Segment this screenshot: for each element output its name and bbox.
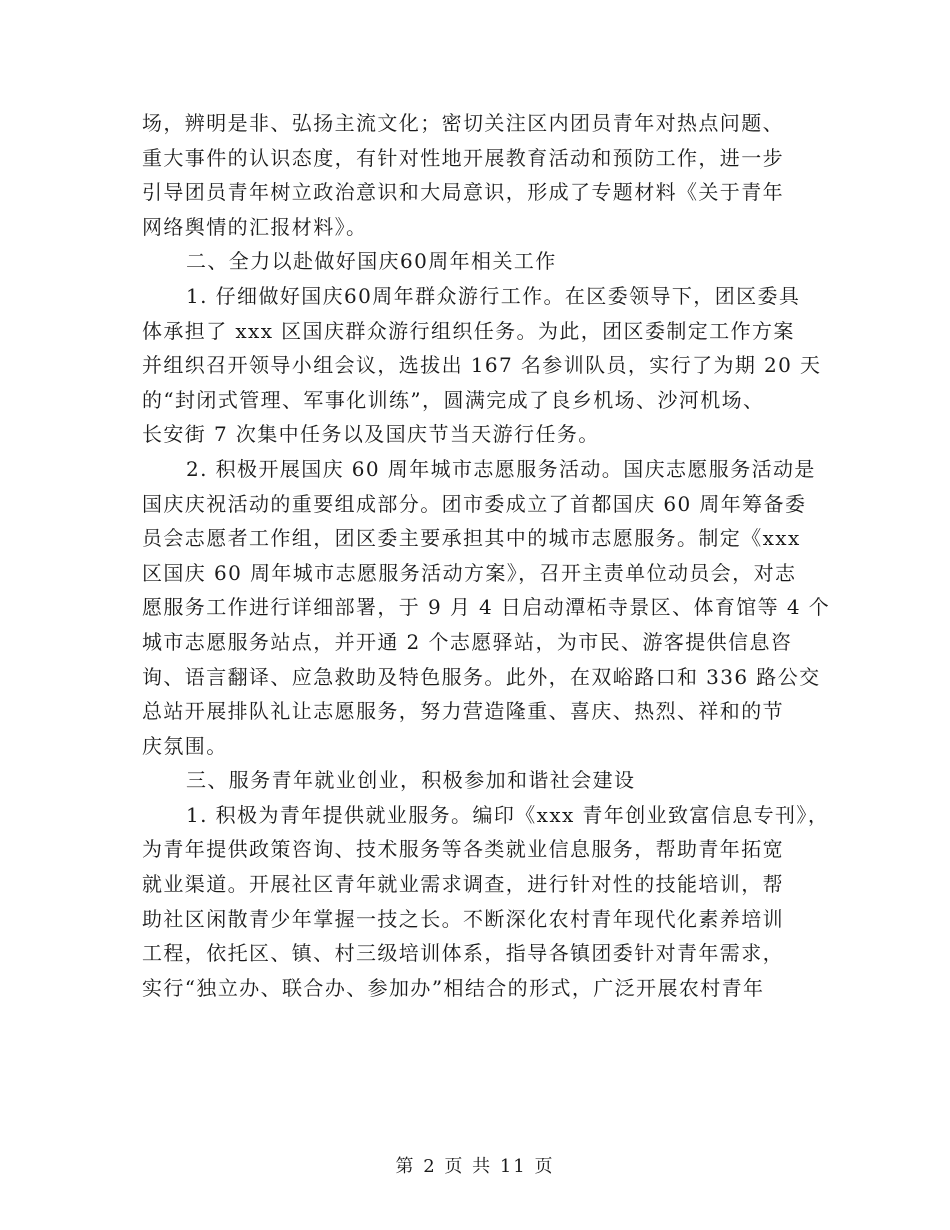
- text-line: 区国庆 60 周年城市志愿服务活动方案》，召开主责单位动员会，对志: [142, 560, 797, 585]
- text-line: 重大事件的认识态度，有针对性地开展教育活动和预防工作，进一步: [142, 145, 784, 170]
- text-line: 二、全力以赴做好国庆60周年相关工作: [186, 249, 557, 274]
- text-line: 网络舆情的汇报材料》。: [142, 214, 368, 239]
- text-line: 体承担了 xxx 区国庆群众游行组织任务。为此，团区委制定工作方案: [142, 318, 795, 343]
- text-line: 长安街 7 次集中任务以及国庆节当天游行任务。: [142, 422, 600, 447]
- text-line: 三、服务青年就业创业，积极参加和谐社会建设: [186, 768, 636, 793]
- text-line: 2. 积极开展国庆 60 周年城市志愿服务活动。国庆志愿服务活动是: [186, 456, 816, 481]
- page-number-footer: 第 2 页 共 11 页: [395, 1156, 555, 1177]
- text-line: 愿服务工作进行详细部署，于 9 月 4 日启动潭柘寺景区、体育馆等 4 个: [142, 595, 831, 620]
- text-line: 引导团员青年树立政治意识和大局意识，形成了专题材料《关于青年: [142, 180, 784, 205]
- text-line: 工程，依托区、镇、村三级培训体系，指导各镇团委针对青年需求，: [142, 941, 784, 966]
- document-body: [142, 106, 831, 1005]
- text-line: 国庆庆祝活动的重要组成部分。团市委成立了首都国庆 60 周年筹备委: [142, 491, 807, 516]
- text-line: 就业渠道。开展社区青年就业需求调查，进行针对性的技能培训，帮: [142, 872, 784, 897]
- text-line: 场，辨明是非、弘扬主流文化；密切关注区内团员青年对热点问题、: [142, 111, 784, 135]
- text-line: 为青年提供政策咨询、技术服务等各类就业信息服务，帮助青年拓宽: [142, 837, 784, 862]
- text-line: 总站开展排队礼让志愿服务，努力营造隆重、喜庆、热烈、祥和的节: [142, 699, 784, 724]
- text-line: 城市志愿服务站点，并开通 2 个志愿驿站，为市民、游客提供信息咨: [142, 629, 793, 654]
- text-line: 1. 积极为青年提供就业服务。编印《xxx 青年创业致富信息专刊》，: [186, 802, 830, 827]
- text-line: 实行“独立办、联合办、参加办”相结合的形式，广泛开展农村青年: [142, 975, 765, 1000]
- text-line: 庆氛围。: [142, 733, 228, 758]
- text-line: 1. 仔细做好国庆60周年群众游行工作。在区委领导下，团区委具: [186, 283, 801, 308]
- text-line: 助社区闲散青少年掌握一技之长。不断深化农村青年现代化素养培训: [142, 906, 784, 931]
- text-line: 的“封闭式管理、军事化训练”，圆满完成了良乡机场、沙河机场、: [142, 387, 765, 412]
- text-line: 员会志愿者工作组，团区委主要承担其中的城市志愿服务。制定《xxx: [142, 526, 801, 551]
- text-line: 询、语言翻译、应急救助及特色服务。此外，在双峪路口和 336 路公交: [142, 664, 821, 689]
- text-line: 并组织召开领导小组会议，选拔出 167 名参训队员，实行了为期 20 天: [142, 353, 822, 378]
